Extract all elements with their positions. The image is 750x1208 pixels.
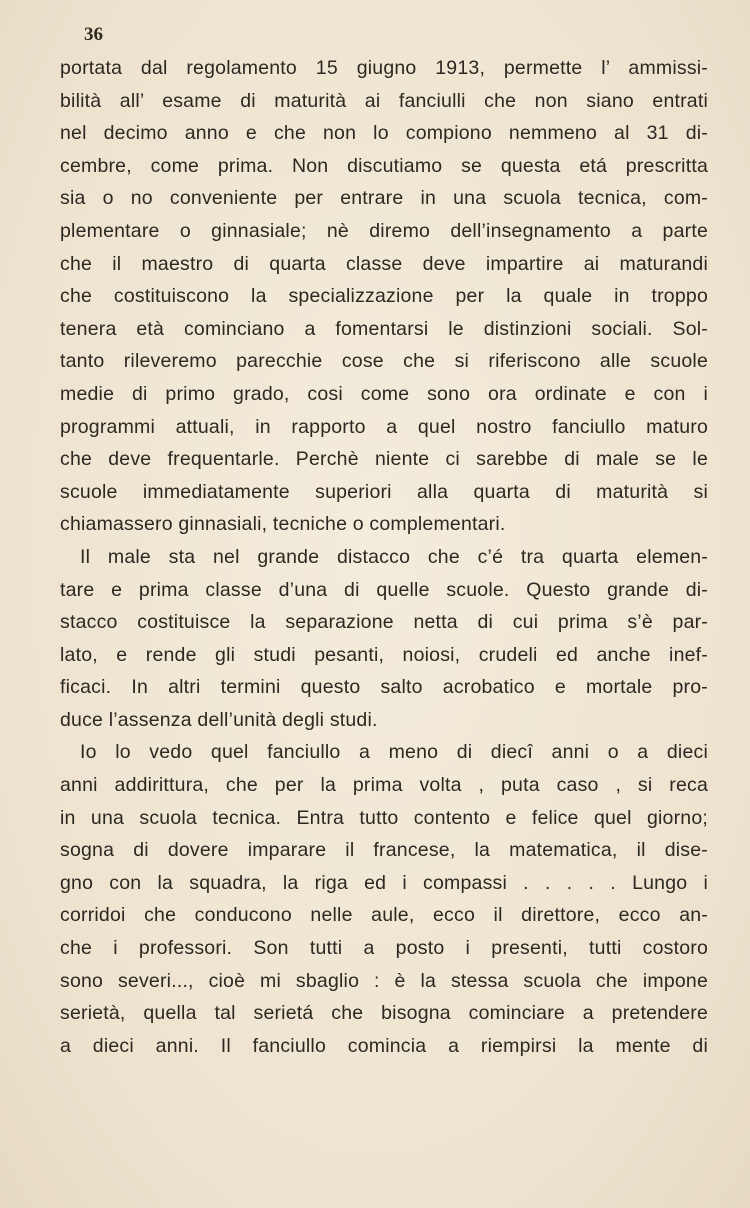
text-line: tare e prima classe d’una di quelle scuole. Questo grande di- (60, 578, 708, 601)
text-line: medie di primo grado, cosi come sono ora ordinate e con i (60, 382, 708, 405)
text-line: che deve frequentarle. Perchè niente ci sarebbe di male se le (60, 448, 708, 471)
text-line: programmi attuali, in rapporto a quel nostro fanciullo maturo (60, 415, 708, 438)
text-line: plementare o ginnasiale; nè diremo dell’insegnamento a parte (60, 219, 708, 242)
text-line: sono severi..., cioè mi sbaglio : è la stessa scuola che impone (60, 969, 708, 992)
text-line: cembre, come prima. Non discutiamo se questa etá prescritta (60, 154, 708, 177)
text-line: nel decimo anno e che non lo compiono nemmeno al 31 di- (60, 122, 708, 145)
text-line: Il male sta nel grande distacco che c’é tra quarta elemen- (80, 545, 708, 568)
text-line: bilità all’ esame di maturità ai fanciulli che non siano entrati (60, 89, 708, 112)
text-line: portata dal regolamento 15 giugno 1913, permette l’ ammissi- (60, 57, 708, 79)
text-line: gno con la squadra, la riga ed i compassi . . . . . Lungo i (60, 871, 708, 894)
text-line: che i professori. Son tutti a posto i presenti, tutti costoro (60, 937, 708, 960)
body-text (60, 52, 708, 1062)
text-line: in una scuola tecnica. Entra tutto contento e felice quel giorno; (60, 806, 708, 829)
text-line: tenera età cominciano a fomentarsi le distinzioni sociali. Sol- (60, 317, 708, 340)
text-line: sia o no conveniente per entrare in una scuola tecnica, com- (60, 187, 708, 210)
text-line: che il maestro di quarta classe deve impartire ai maturandi (60, 252, 708, 275)
text-line: sogna di dovere imparare il francese, la matematica, il dise- (60, 839, 708, 862)
text-line: scuole immediatamente superiori alla quarta di maturità si (60, 480, 708, 503)
text-line: lato, e rende gli studi pesanti, noiosi, crudeli ed anche inef- (60, 643, 708, 666)
text-line: chiamassero ginnasiali, tecniche o complementari. (60, 513, 506, 536)
text-line: anni addirittura, che per la prima volta , puta caso , si reca (60, 774, 708, 797)
text-line: tanto rileveremo parecchie cose che si riferiscono alle scuole (60, 350, 708, 373)
text-line: ficaci. In altri termini questo salto acrobatico e mortale pro- (60, 676, 708, 699)
text-line: Io lo vedo quel fanciullo a meno di diecî anni o a dieci (80, 741, 708, 764)
page-number: 36 (84, 24, 103, 45)
text-line: a dieci anni. Il fanciullo comincia a riempirsi la mente di (60, 1034, 708, 1057)
text-line: serietà, quella tal serietá che bisogna cominciare a pretendere (60, 1002, 708, 1025)
text-line: duce l’assenza dell’unità degli studi. (60, 708, 378, 731)
text-line: che costituiscono la specializzazione per la quale in troppo (60, 285, 708, 308)
text-line: stacco costituisce la separazione netta di cui prima s’è par- (60, 611, 708, 634)
text-line: corridoi che conducono nelle aule, ecco il direttore, ecco an- (60, 904, 708, 927)
